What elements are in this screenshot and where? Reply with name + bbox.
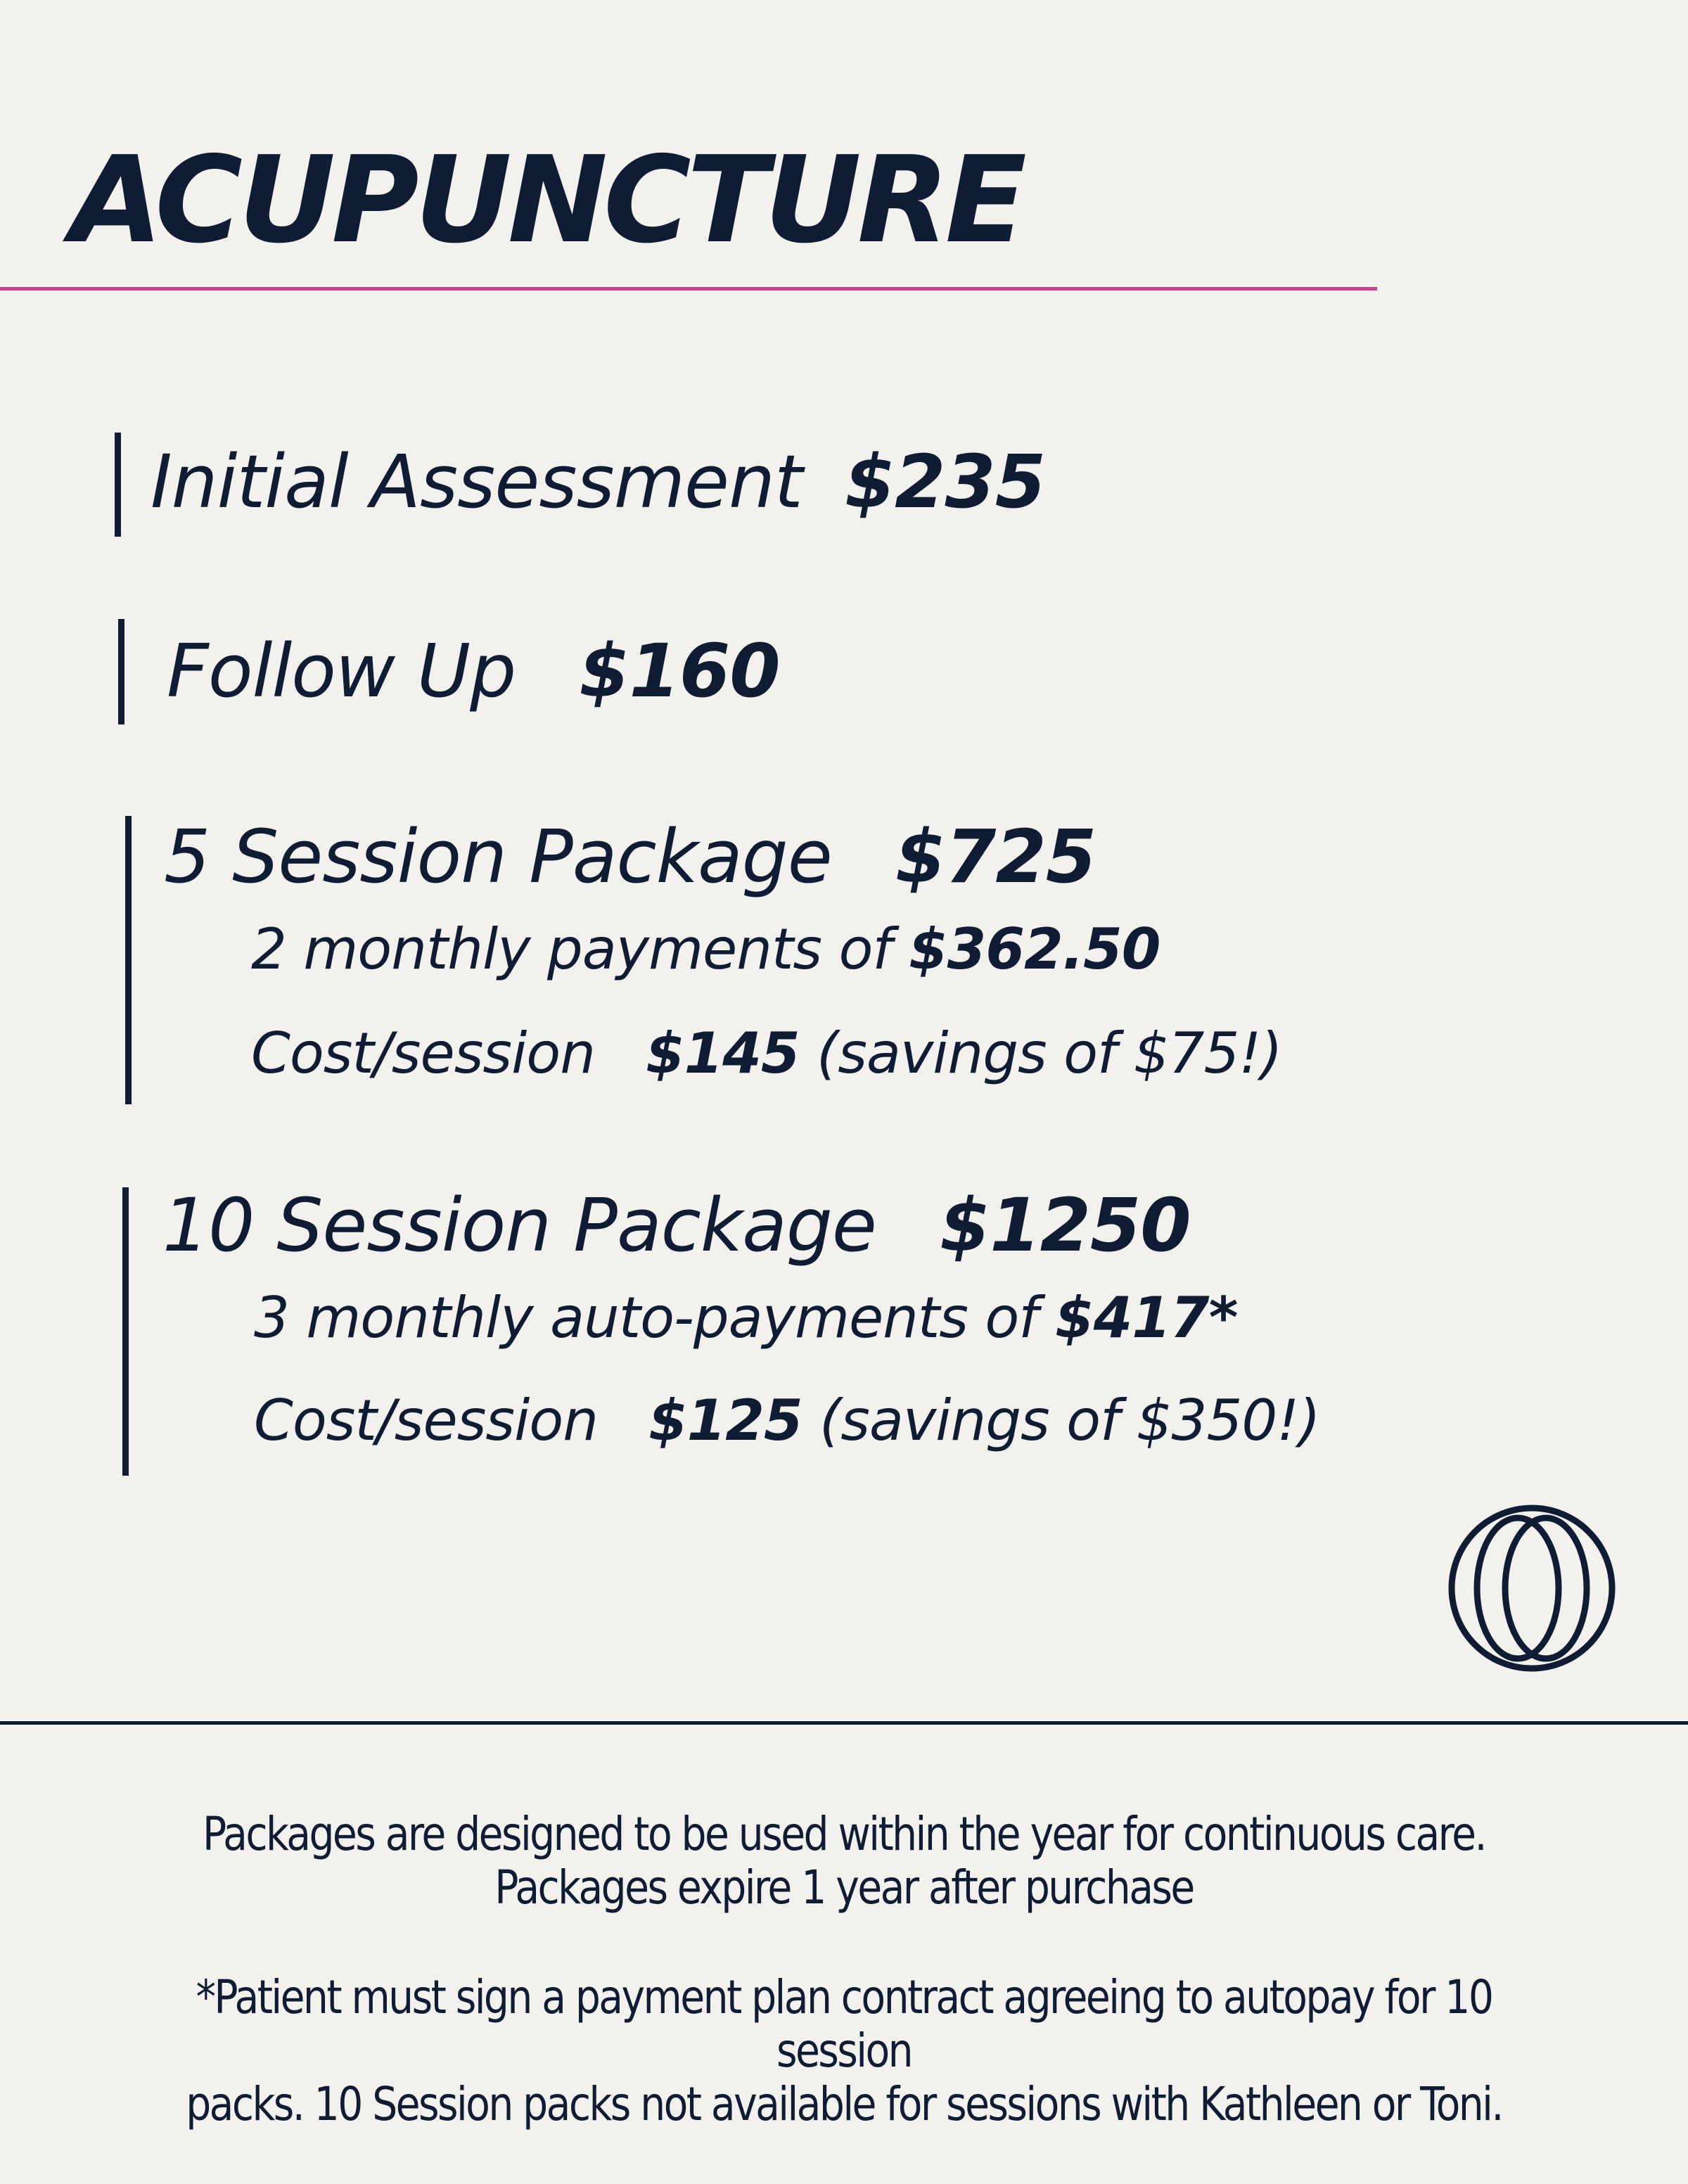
page-title: ACUPUNCTURE	[70, 131, 1023, 270]
footer-note-2-line-2: packs. 10 Session packs not available for sessions with Kathleen or Toni.	[186, 2077, 1502, 2131]
ten-session-cost-price: $125	[648, 1388, 803, 1453]
initial-assessment-price: $235	[844, 439, 1046, 525]
follow-up-label: Follow Up	[167, 628, 516, 714]
five-session-cost-price: $145	[645, 1021, 800, 1086]
five-session-price: $725	[895, 814, 1096, 900]
footer-divider	[0, 1721, 1688, 1725]
follow-up-row	[167, 629, 780, 713]
five-session-cost-label: Cost/session	[251, 1021, 595, 1086]
five-session-payment-amount: $362.50	[909, 917, 1160, 982]
ten-session-cost	[254, 1387, 1320, 1455]
follow-up-price: $160	[579, 628, 780, 714]
five-session-row	[164, 815, 1096, 899]
price-item-initial-assessment	[115, 433, 1176, 537]
ten-session-savings: (savings of $350!)	[819, 1388, 1320, 1453]
five-session-payments	[251, 916, 1160, 983]
footer-note-2-line-1: *Patient must sign a payment plan contract agreeing to autopay for 10 session	[196, 1970, 1492, 2078]
ten-session-payments	[254, 1284, 1237, 1352]
five-session-payment-text: 2 monthly payments of	[251, 917, 909, 982]
ten-session-cost-label: Cost/session	[254, 1388, 598, 1453]
ten-session-label: 10 Session Package	[162, 1182, 876, 1268]
price-item-5-session-package	[125, 816, 1398, 1104]
price-item-10-session-package	[122, 1182, 1465, 1476]
footer-note-packages	[179, 1808, 1509, 1915]
initial-assessment-label: Initial Assessment	[151, 439, 803, 525]
five-session-cost	[251, 1020, 1282, 1087]
ten-session-payment-text: 3 monthly auto-payments of	[254, 1285, 1055, 1350]
five-session-label: 5 Session Package	[164, 814, 832, 900]
interlocking-rings-icon	[1447, 1504, 1616, 1673]
footer-note-1-line-1: Packages are designed to be used within the year for continuous care.	[203, 1807, 1485, 1861]
title-divider	[0, 287, 1377, 290]
ten-session-payment-amount: $417*	[1054, 1285, 1238, 1350]
footer-note-payment-plan	[179, 1971, 1509, 2131]
ten-session-price: $1250	[939, 1182, 1191, 1268]
five-session-savings: (savings of $75!)	[817, 1021, 1282, 1086]
footer-note-1-line-2: Packages expire 1 year after purchase	[494, 1860, 1194, 1915]
ten-session-row	[162, 1183, 1191, 1267]
initial-assessment-row	[151, 440, 1045, 524]
price-item-follow-up	[118, 619, 968, 724]
